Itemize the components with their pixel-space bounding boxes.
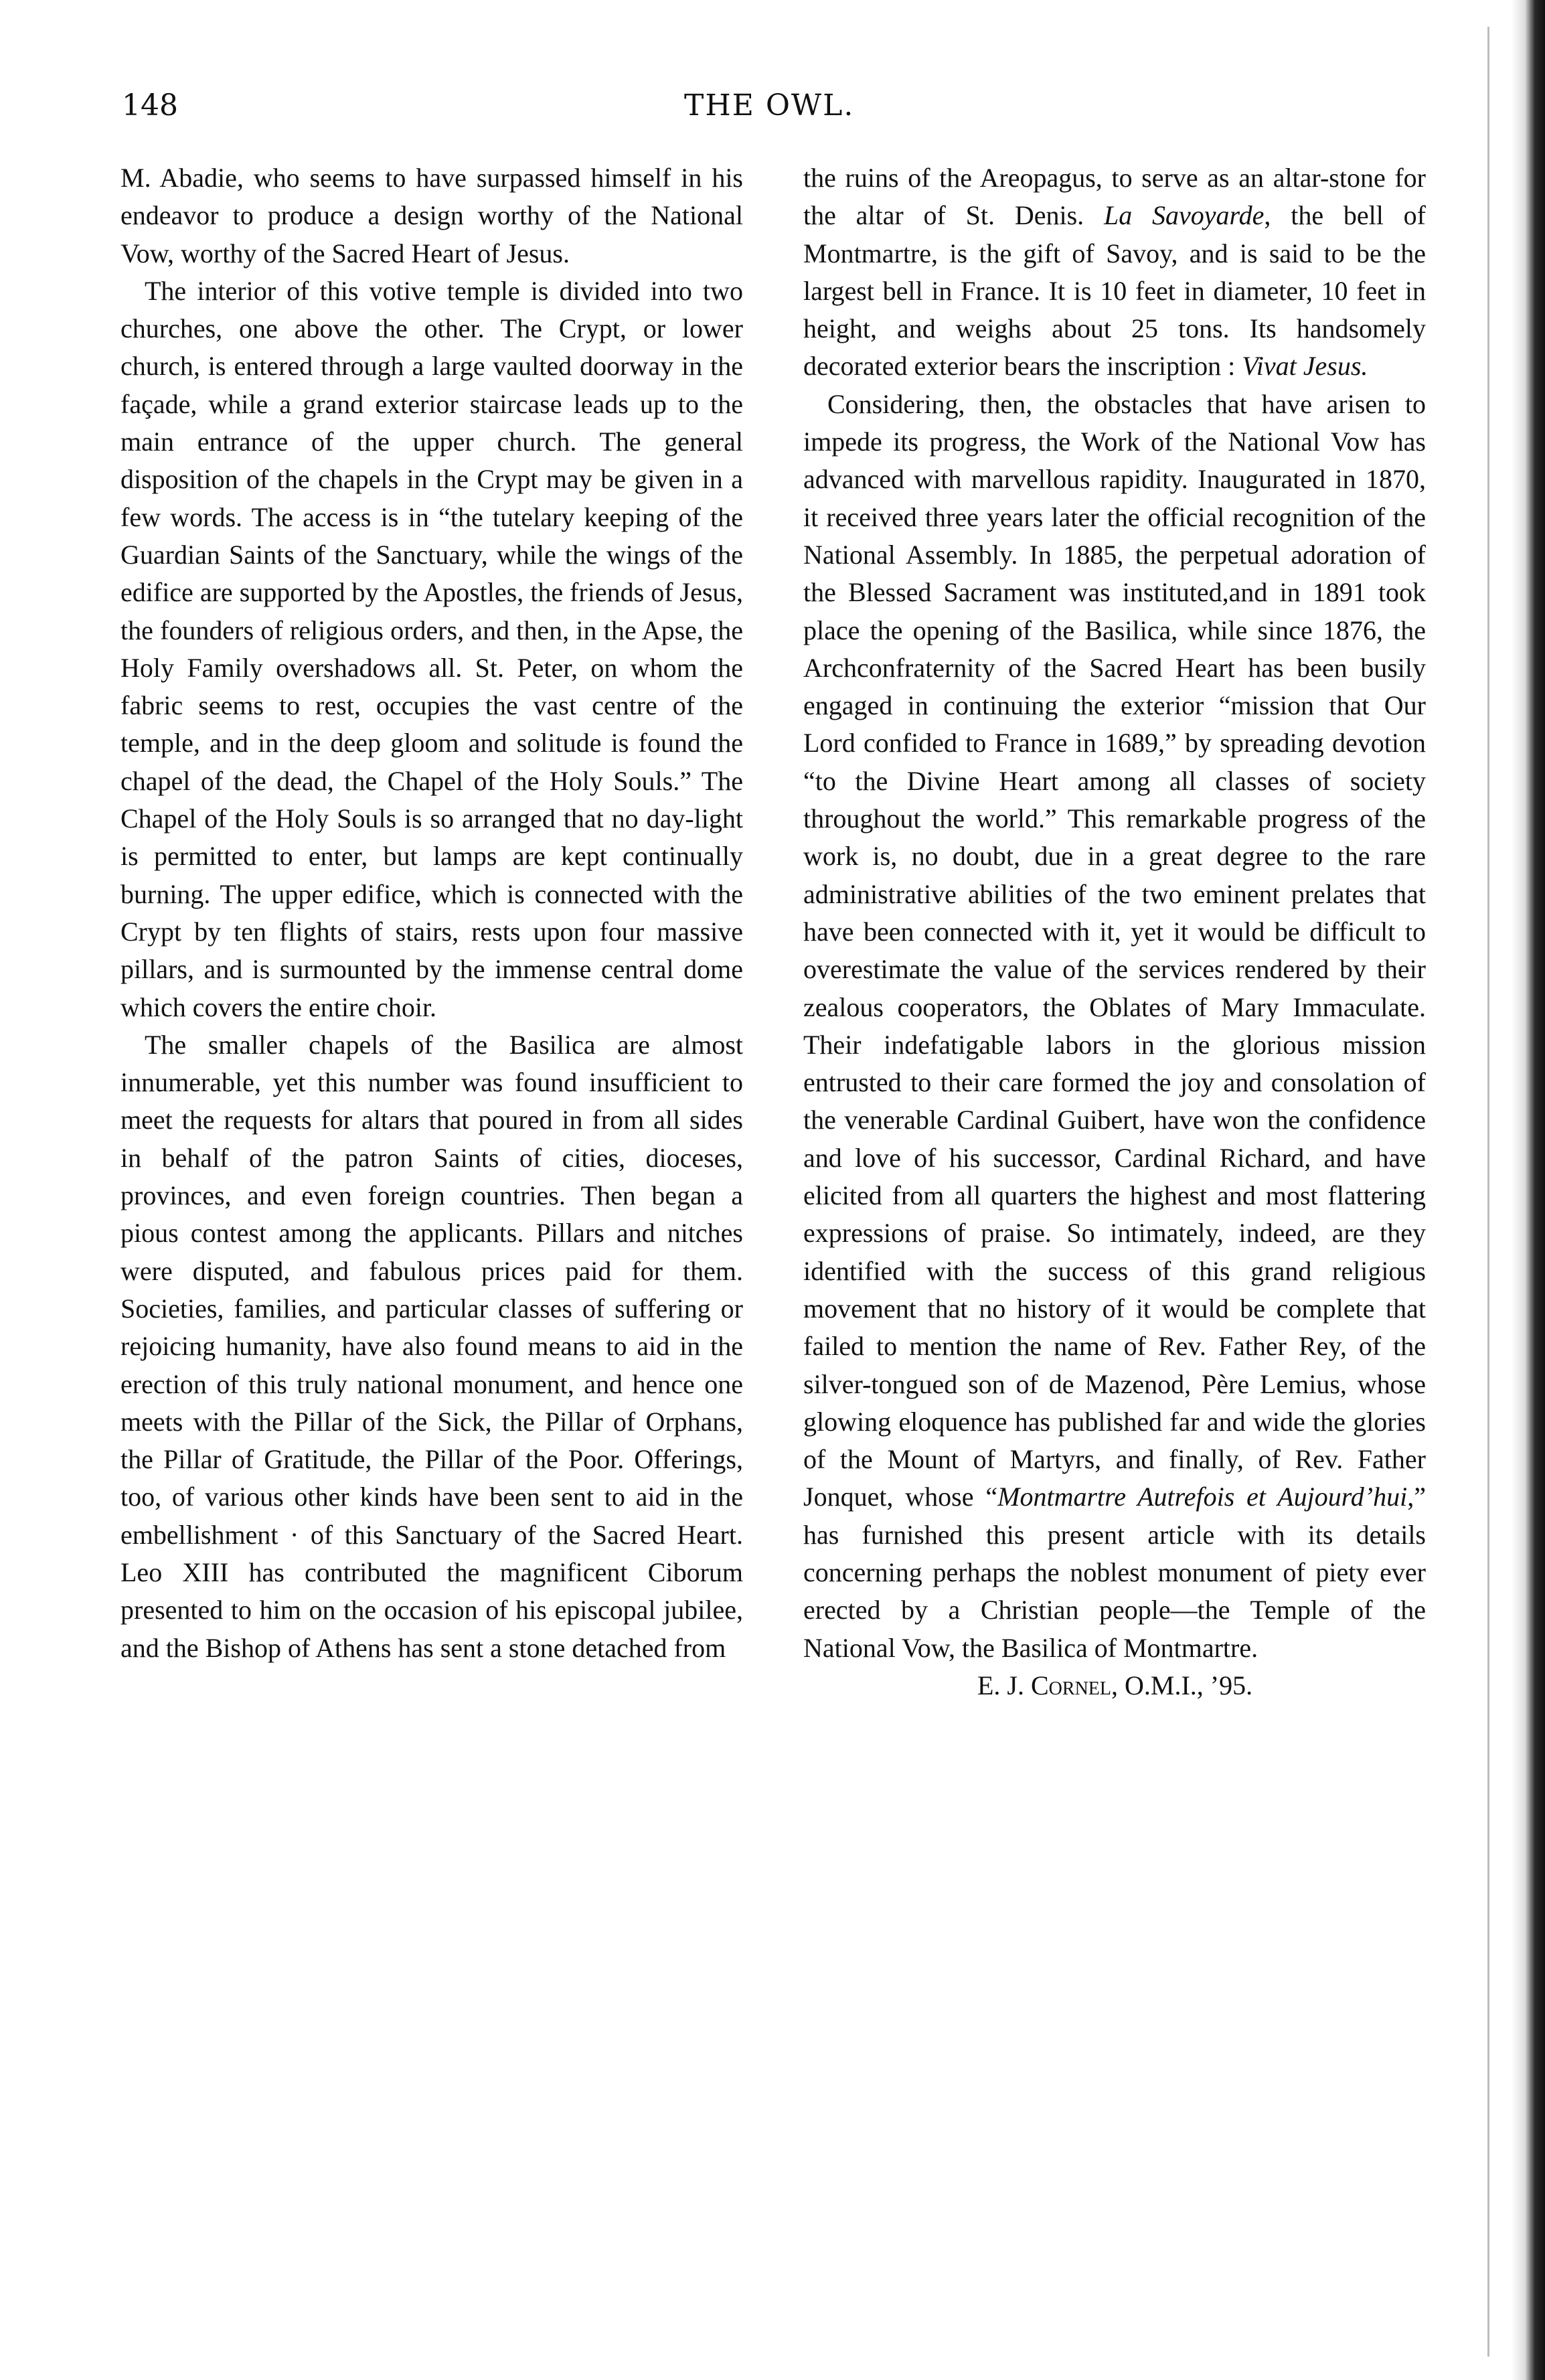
page-header bbox=[122, 88, 1434, 129]
paragraph: The interior of this votive temple is divided into two churches, one above the other. The Crypt, or lower church, is entered through a large vaulted doorway in the façade, while a grand exterior staircase leads up to the main entrance of the upper church. The general disposition of the chapels in the Crypt may be given in a few words. The access is in “the tutelary keeping of the Guardian Saints of the Sanctuary, while the wings of the edifice are supported by the Apostles, the friends of Jesus, the founders of religious orders, and then, in the Apse, the Holy Family overshadows all. St. Peter, on whom the fabric seems to rest, occupies the vast centre of the temple, and in the deep gloom and solitude is found the chapel of the dead, the Chapel of the Holy Souls.” The Chapel of the Holy Souls is so arranged that no day-light is permitted to enter, but lamps are kept continually burning. The upper edifice, which is connected with the Crypt by ten flights of stairs, rests upon four massive pillars, and is surmounted by the immense central dome which covers the entire choir. bbox=[120, 275, 743, 1022]
paragraph: M. Abadie, who seems to have surpassed himself in his endeavor to produce a design worthy of the National Vow, worthy of the Sacred Heart of Jesus. bbox=[120, 163, 743, 268]
italic-run: La Savoyarde bbox=[1103, 200, 1265, 231]
author-signature bbox=[803, 1667, 1426, 1704]
left-column bbox=[120, 159, 743, 1667]
paragraph bbox=[803, 159, 1426, 386]
running-title: THE OWL. bbox=[684, 88, 855, 123]
italic-run: Vivat Jesus. bbox=[1242, 351, 1368, 382]
page-edge-shadow bbox=[1512, 0, 1545, 2380]
text-run: Considering, then, the obstacles that have arisen to impede its progress, the Work of the National Vow has advanced with marvellous rapidity. Inaugurated in 1870, it received three years later the official recognition of the National Assembly. In 1885, the perpetual adoration of the Blessed Sacrament was instituted,and in 1891 took place the opening of the Basilica, while since 1876, the Archconfraternity of the Sacred Heart has been busily engaged in continuing the exterior “mission that Our Lord confided to France in 1689,” by spreading devotion “to the Divine Heart among all classes of society throughout the world.” This remarkable progress of the work is, no doubt, due in a great degree to the rare administrative abilities of the two eminent prelates that have been connected with it, yet it would be difficult to overestimate the value of the services rendered by their zealous cooperators, the Oblates of Mary Immaculate. Their indefatigable labors in the glorious mission entrusted to their care formed the joy and consolation of the venerable Cardinal Guibert, have won the confidence and love of his successor, Cardinal Richard, and have elicited from all quarters the highest and most flattering expressions of praise. So intimately, indeed, are they identified with the success of this grand religious movement that no history of it would be complete that failed to mention the name of Rev. Father Rey, of the silver-tongued son of de Mazenod, Père Lemius, whose glowing eloquence has published far and wide the glories of the Mount of Martyrs, and finally, of Rev. Father Jonquet, whose “ bbox=[803, 388, 1426, 1512]
text-run: , the bell of Montmartre, is the gift of Savoy, and is said to be the largest bell in France. It is 10 feet in diameter, 10 feet in height, and weighs about 25 tons. Its handsomely decorated exterior bears the inscription : bbox=[803, 200, 1426, 382]
text-run: the ruins of the Areopagus, to serve as an altar-stone for the altar of St. Denis. bbox=[803, 163, 1426, 231]
page-number: 148 bbox=[122, 88, 178, 123]
right-column bbox=[803, 159, 1426, 1704]
paragraph: The smaller chapels of the Basilica are almost innumerable, yet this number was found insufficient to meet the requests for altars that poured in from all sides in behalf of the patron Saints of cities, dioceses, provinces, and even foreign countries. Then began a pious contest among the applicants. Pillars and nitches were disputed, and fabulous prices paid for them. Societies, families, and particular classes of suffering or rejoicing humanity, have also found means to aid in the erection of this truly national monument, and hence one meets with the Pillar of the Sick, the Pillar of Orphans, the Pillar of Gratitude, the Pillar of the Poor. Offerings, too, of various other kinds have been sent to aid in the embellishment · of this Sanctuary of the Sacred Heart. Leo XIII has contributed the magnificent Ciborum presented to him on the occasion of his episcopal jubilee, and the Bishop of Athens has sent a stone detached from bbox=[120, 1029, 743, 1663]
text-run: ,” has furnished this present article with its details concerning perhaps the noblest monument of piety ever erected by a Christian people—the Temple of the National Vow, the Basilica of Montmartre. bbox=[803, 1482, 1426, 1663]
paragraph bbox=[803, 386, 1426, 1667]
page-edge-line bbox=[1487, 27, 1489, 2357]
author-name: E. J. Cornel, O.M.I., ’95. bbox=[977, 1670, 1253, 1700]
italic-run: Montmartre Autrefois et Aujourd’hui bbox=[997, 1482, 1408, 1512]
